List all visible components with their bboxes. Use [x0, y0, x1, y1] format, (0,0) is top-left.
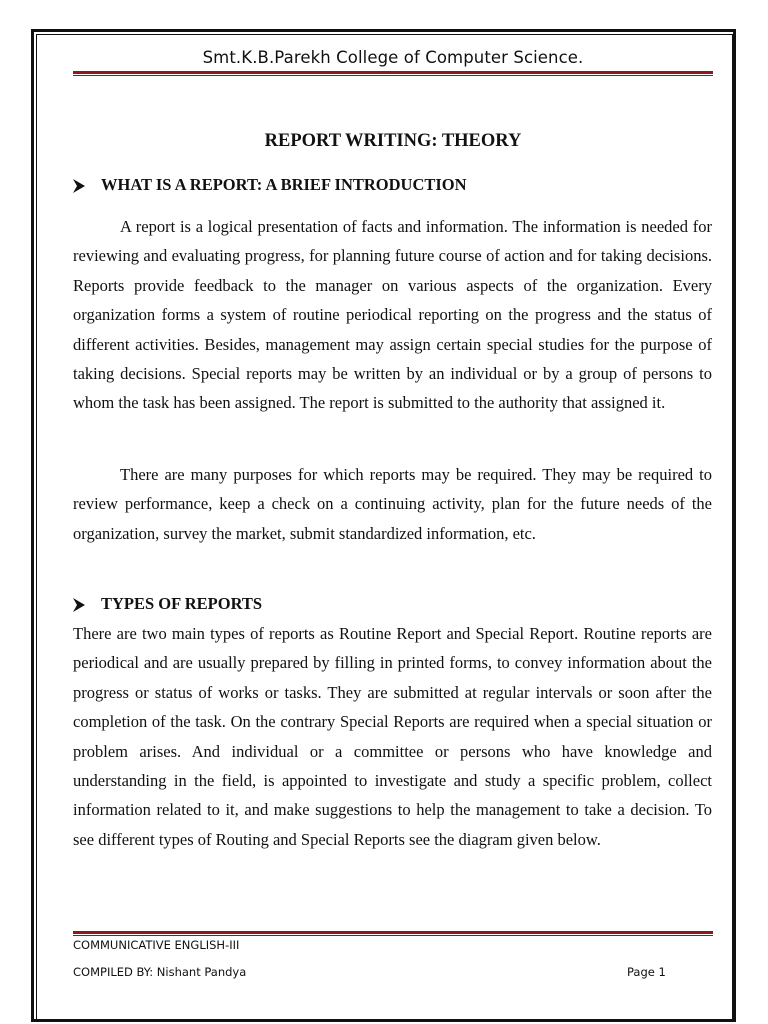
header-college-name: Smt.K.B.Parekh College of Computer Science.: [202, 48, 584, 67]
footer-rule: [73, 931, 713, 936]
footer-course: COMMUNICATIVE ENGLISH-III: [73, 938, 240, 952]
section-heading-label: WHAT IS A REPORT: A BRIEF INTRODUCTION: [101, 175, 467, 194]
arrowhead-bullet-icon: [73, 597, 85, 611]
document-title: REPORT WRITING: THEORY: [264, 131, 522, 151]
arrowhead-bullet-icon: [73, 178, 85, 192]
paragraph-types-1: There are two main types of reports as Routine Report and Special Report. Routine reports are periodical and are usually prepared by filling in printed forms, to convey information about the progress or status of works or tasks. They are submitted at regular intervals or soon after the completion of the task. On the contrary Special Reports are required when a special situation or problem arises. And individual or a committee or persons who have knowledge and understanding in the field, is appointed to investigate and study a specific problem, collect information related to it, and make suggestions to help the management to take a decision. To see different types of Routing and Special Reports see the diagram given below.: [73, 624, 712, 849]
paragraph-intro-1: A report is a logical presentation of facts and information. The information is needed for reviewing and evaluating progress, for planning future course of action and for taking decisions. Reports provide feedback to the manager on various aspects of the organization. Every organization forms a system of routine periodical reporting on the progress and the status of different activities. Besides, management may assign certain special studies for the purpose of taking decisions. Special reports may be written by an individual or by a group of persons to whom the task has been assigned. The report is submitted to the authority that assigned it.: [73, 217, 712, 413]
section-heading-label: TYPES OF REPORTS: [101, 594, 263, 613]
section-heading-intro: [73, 175, 467, 195]
footer-page-number: Page 1: [627, 965, 666, 979]
paragraph-intro-2: There are many purposes for which reports may be required. They may be required to review performance, keep a check on a continuing activity, plan for the future needs of the organization, survey the market, submit standardized information, etc.: [73, 465, 712, 543]
footer-compiled-by: COMPILED BY: Nishant Pandya: [73, 965, 247, 979]
section-heading-types: [73, 594, 262, 614]
header-rule: [73, 71, 713, 76]
